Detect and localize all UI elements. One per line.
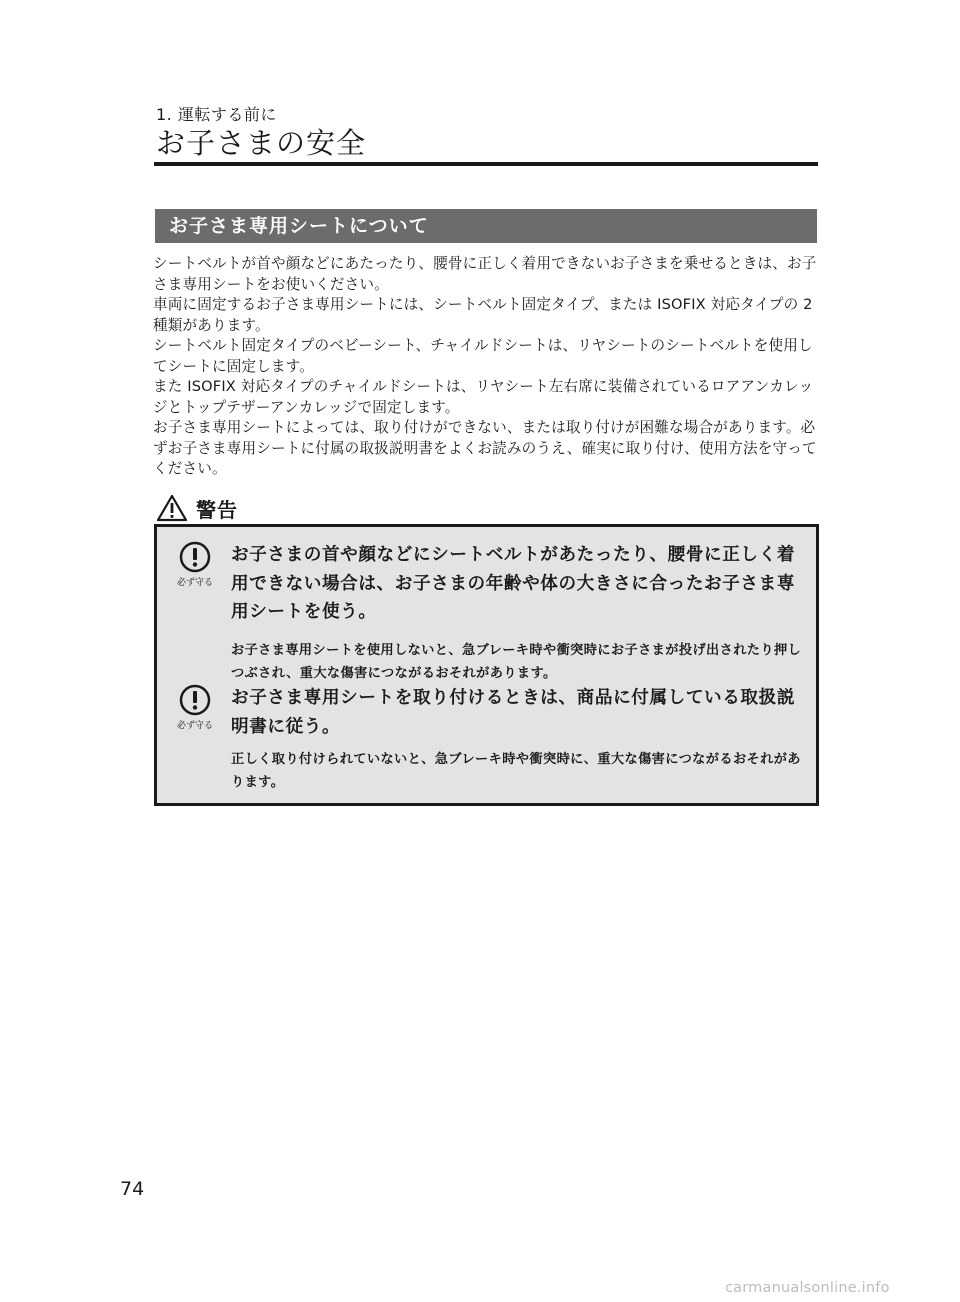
warning-sub-text: お子さま専用シートを使用しないと、急ブレーキ時や衝突時にお子さまが投げ出されたり押しつぶされ、重大な傷害につながるおそれがあります。 — [231, 643, 802, 681]
page-title: お子さまの安全 — [156, 126, 367, 160]
body-text — [153, 254, 821, 480]
icon-caption: 必ず守る — [176, 721, 213, 731]
page-number: 74 — [120, 1178, 145, 1200]
title-rule — [154, 162, 818, 166]
paragraph: 車両に固定するお子さま専用シートには、シートベルト固定タイプ、または ISOFIX 対応タイプの 2 種類があります。 — [153, 296, 813, 334]
mandatory-exclamation-icon — [173, 541, 217, 573]
mandatory-exclamation-icon — [173, 684, 217, 716]
mandatory-item — [173, 684, 217, 731]
warning-label: 警告 — [196, 497, 238, 522]
warning-main-text: お子さま専用シートを取り付けるときは、商品に付属している取扱説明書に従う。 — [231, 688, 796, 737]
mandatory-item — [173, 541, 217, 588]
warning-sub-text: 正しく取り付けられていないと、急ブレーキ時や衝突時に、重大な傷害につながるおそれがあります。 — [231, 752, 801, 790]
warning-triangle-icon — [156, 494, 188, 522]
paragraph: シートベルトが首や顔などにあたったり、腰骨に正しく着用できないお子さまを乗せるときは、お子さま専用シートをお使いください。 — [153, 255, 817, 293]
warning-box — [154, 524, 819, 806]
warning-main-text: お子さまの首や顔などにシートベルトがあたったり、腰骨に正しく着用できない場合は、お子さまの年齢や体の大きさに合ったお子さま専用シートを使う。 — [231, 545, 796, 622]
paragraph: お子さま専用シートによっては、取り付けができない、または取り付けが困難な場合があります。必ずお子さま専用シートに付属の取扱説明書をよくお読みのうえ、確実に取り付け、使用方法を守ってください。 — [153, 419, 817, 477]
warning-header — [156, 494, 238, 522]
paragraph: また ISOFIX 対応タイプのチャイルドシートは、リヤシート左右席に装備されているロアアンカレッジとトップテザーアンカレッジで固定します。 — [153, 378, 814, 416]
chapter-label: 1. 運転する前に — [156, 105, 277, 124]
icon-caption: 必ず守る — [176, 578, 213, 588]
section-heading: お子さま専用シートについて — [155, 209, 817, 243]
paragraph: シートベルト固定タイプのベビーシート、チャイルドシートは、リヤシートのシートベルトを使用してシートに固定します。 — [153, 337, 813, 375]
watermark: carmanualsonline.info — [725, 1280, 890, 1296]
